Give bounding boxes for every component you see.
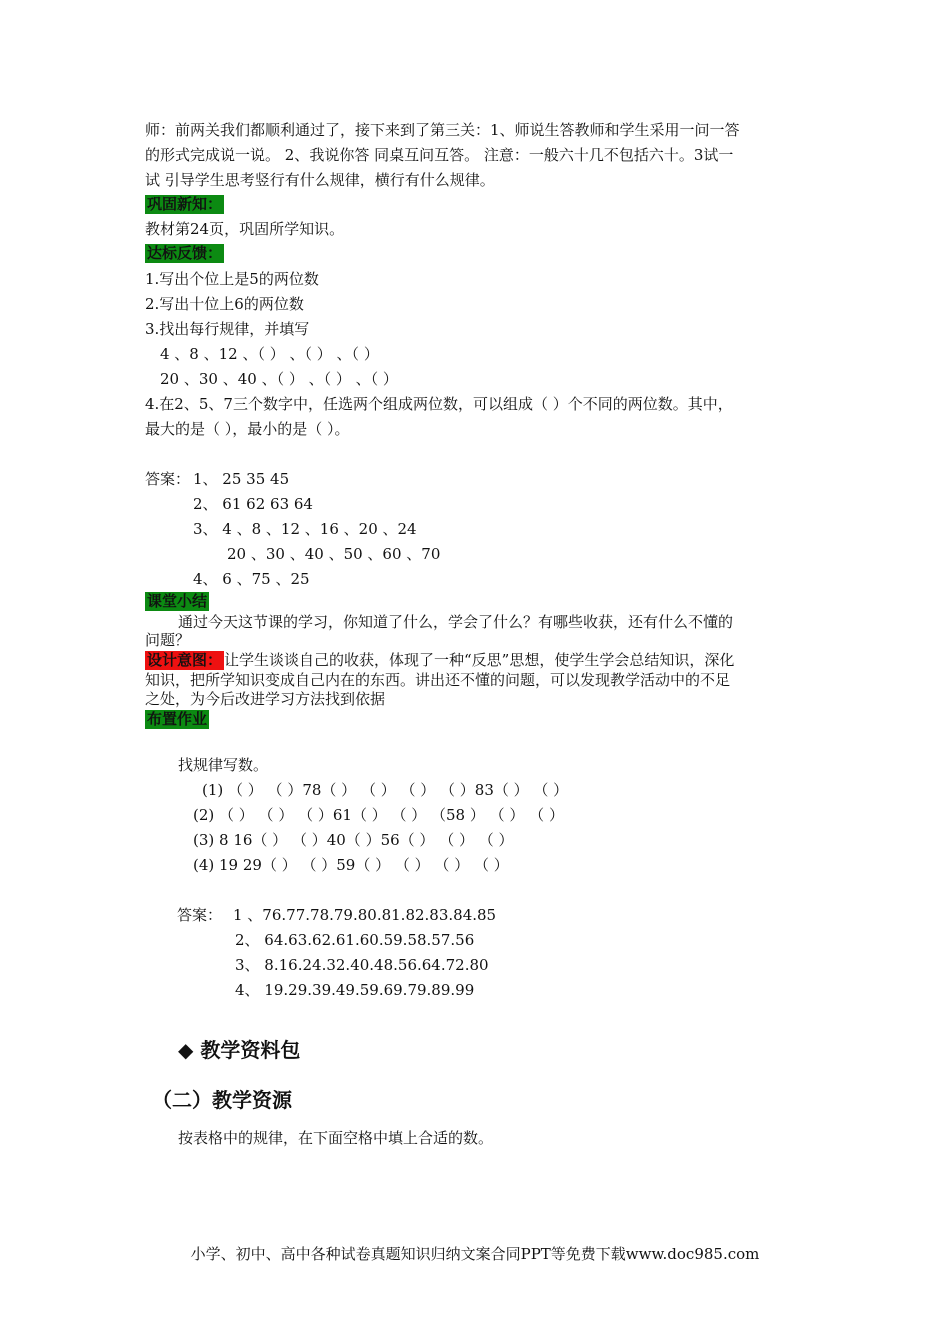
answers1-label: 答案： <box>145 470 191 488</box>
diamond-bullet-icon: ◆ <box>178 1038 194 1062</box>
package-heading <box>178 1037 300 1063</box>
answers2-label: 答案： <box>177 906 223 924</box>
page-footer: 小学、初中、高中各种试卷真题知识归纳文案合同PPT等免费下载www.doc985.com <box>190 1245 760 1263</box>
summary-heading: 课堂小结 <box>147 592 208 610</box>
homework-heading-row <box>145 709 209 729</box>
intro-line-3: 试 引导学生思考竖行有什么规律，横行有什么规律。 <box>145 171 495 189</box>
consolidate-heading-row <box>145 194 224 214</box>
answers2-item-4: 4、 19.29.39.49.59.69.79.89.99 <box>235 981 475 999</box>
resources-text: 按表格中的规律，在下面空格中填上合适的数。 <box>178 1129 494 1147</box>
feedback-question-2: 2.写出十位上6的两位数 <box>145 295 304 313</box>
homework-row-1: (1) （ ） （ ）78（ ） （ ） （ ） （ ）83（ ） （ ） <box>202 781 569 799</box>
feedback-question-4-line-1: 4.在2、5、7三个数字中，任选两个组成两位数，可以组成（ ）个不同的两位数。其中， <box>145 395 733 413</box>
feedback-heading: 达标反馈： <box>147 244 223 262</box>
intro-line-1: 师：前两关我们都顺利通过了，接下来到了第三关：1、师说生答教师和学生采用一问一答 <box>145 121 740 139</box>
answers1-item-1: 1、 25 35 45 <box>193 470 290 488</box>
feedback-heading-row <box>145 243 224 263</box>
feedback-question-4-line-2: 最大的是（ ），最小的是（ ）。 <box>145 420 350 438</box>
answers2-item-2: 2、 64.63.62.61.60.59.58.57.56 <box>235 931 475 949</box>
design-line-2: 知识，把所学知识变成自己内在的东西。讲出还不懂的问题，可以发现教学活动中的不足 <box>145 671 731 689</box>
resources-heading: （二）教学资源 <box>152 1088 292 1112</box>
answers2-item-1: 1 、76.77.78.79.80.81.82.83.84.85 <box>233 906 497 924</box>
feedback-question-3-row-1: 4 、8 、12 、（ ） 、（ ） 、（ ） <box>160 345 379 363</box>
homework-heading: 布置作业 <box>147 710 208 728</box>
homework-row-3: (3) 8 16（ ） （ ）40（ ）56（ ） （ ） （ ） <box>193 831 514 849</box>
design-line-1-row <box>145 650 734 670</box>
summary-line-2: 问题？ <box>145 631 191 649</box>
answers1-item-3-row-2: 20 、30 、40 、50 、60 、70 <box>227 545 441 563</box>
intro-line-2: 的形式完成说一说。 2、我说你答 同桌互问互答。 注意：一般六十几不包括六十。3试一 <box>145 146 734 164</box>
consolidate-heading: 巩固新知： <box>147 195 223 213</box>
design-line-1: 让学生谈谈自己的收获，体现了一种“反思”思想，使学生学会总结知识，深化 <box>224 651 735 669</box>
consolidate-text: 教材第24页，巩固所学知识。 <box>145 220 345 238</box>
answers1-item-4: 4、 6 、75 、25 <box>193 570 310 588</box>
design-label: 设计意图： <box>147 651 223 669</box>
summary-heading-row <box>145 591 209 611</box>
homework-row-4: (4) 19 29（ ） （ ）59（ ） （ ） （ ） （ ） <box>193 856 509 874</box>
answers2-item-3: 3、 8.16.24.32.40.48.56.64.72.80 <box>235 956 489 974</box>
homework-row-2: (2) （ ） （ ） （ ）61（ ） （ ） （58 ） （ ） （ ） <box>193 806 564 824</box>
homework-intro: 找规律写数。 <box>178 756 269 774</box>
answers1-item-2: 2、 61 62 63 64 <box>193 495 313 513</box>
feedback-question-3: 3.找出每行规律，并填写 <box>145 320 310 338</box>
answers1-item-3-row-1: 3、 4 、8 、12 、16 、20 、24 <box>193 520 417 538</box>
summary-line-1: 通过今天这节课的学习，你知道了什么，学会了什么？有哪些收获，还有什么不懂的 <box>178 613 734 631</box>
feedback-question-3-row-2: 20 、30 、40 、（ ） 、（ ） 、（ ） <box>160 370 398 388</box>
feedback-question-1: 1.写出个位上是5的两位数 <box>145 270 319 288</box>
design-line-3: 之处，为今后改进学习方法找到依据 <box>145 690 386 708</box>
package-title: 教学资料包 <box>200 1038 301 1062</box>
